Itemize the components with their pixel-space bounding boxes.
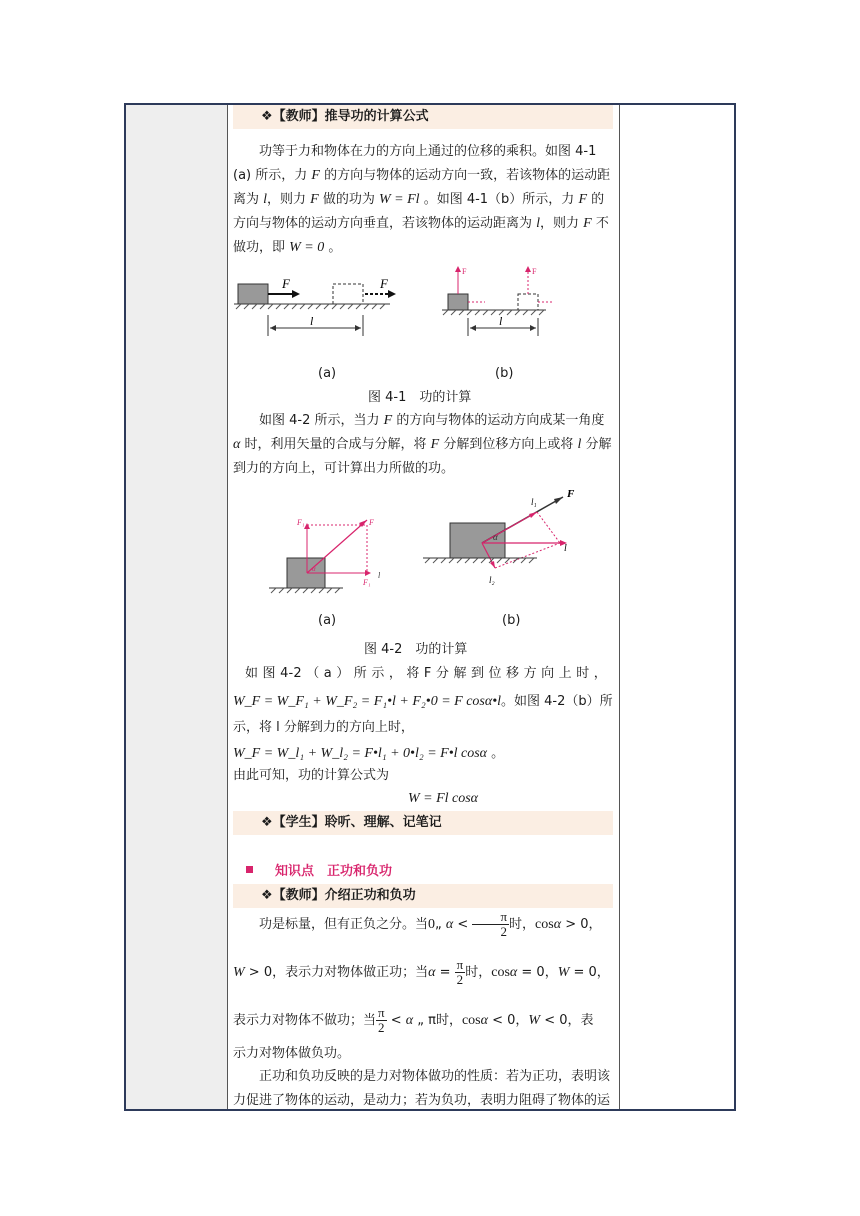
paragraph-decomposition: 如图 4-2 所示，当力 F 的方向与物体的运动方向成某一角度 α 时，利用矢量的合成与分解，将 F 分解到位移方向上或将 l 分解到力的方向上，可计算出力所做的功。 xyxy=(233,413,612,476)
paragraph-3-line4: W_F = W_l₁ + W_l₂ = F•l₁ + 0•l₂ = F•l cosα 。 xyxy=(233,746,505,761)
fig42-alpha-a: α xyxy=(312,565,316,573)
student-heading: ❖【学生】聆听、理解、记笔记 xyxy=(233,811,613,835)
equation-3: W = Fl cosα xyxy=(407,791,479,806)
paragraph-3-cont: 。如图 4-2（b）所 xyxy=(501,694,613,709)
fig42-label-a: (a) xyxy=(318,613,337,628)
fig42-label-F1top: F₁ xyxy=(297,518,305,527)
fig41-label-l1: l xyxy=(310,314,314,328)
fig42-label-l-a: l xyxy=(378,571,381,580)
fig42-label-F-a: F xyxy=(369,518,374,527)
paragraph-4-line1: 功是标量，但有正负之分。当0„ α < $\frac{\pi}{2}$ 时，cosα > 0， xyxy=(259,909,602,939)
fig41-label-l2: l xyxy=(499,314,503,328)
fig42-label-F-b: F xyxy=(567,488,575,500)
square-bullet-icon xyxy=(246,866,253,873)
right-column xyxy=(619,105,734,1109)
fig41-label-a: (a) xyxy=(318,366,337,381)
fig41-label-F2: F xyxy=(380,276,388,291)
fig41-caption: 图 4-1 功的计算 xyxy=(368,390,472,405)
fig42-label-b: (b) xyxy=(502,613,521,628)
figure-4-1 xyxy=(230,262,610,342)
equation-1: W_F = W_F₁ + W_F₂ = F₁•l + F₂•0 = F cosα•l xyxy=(233,694,501,709)
left-column xyxy=(126,105,228,1109)
equation-2: W_F = W_l₁ + W_l₂ = F•l₁ + 0•l₂ = F•l cosα xyxy=(233,746,488,761)
paragraph-3-line1: 如 图 4-2 （ a ） 所 示 ， 将 F 分 解 到 位 移 方 向 上 时 ， xyxy=(245,666,607,681)
fig42-caption: 图 4-2 功的计算 xyxy=(364,642,468,657)
paragraph-4-line4: 示力对物体做负功。 xyxy=(233,1046,351,1061)
teacher-heading-positive-negative: ❖【教师】介绍正功和负功 xyxy=(233,884,613,908)
paragraph-work-definition: 功等于力和物体在力的方向上通过的位移的乘积。如图 4-1 (a) 所示，力 F 的方向与物体的运动方向一致，若该物体的运动距离为 l，则力 F 做的功为 W = Fl 。如图 4-1（b）所示，力 F 的方向与物体的运动方向垂直，若该物体的运动距离为 l，则力 F 不做功，即 W = 0 。 xyxy=(233,144,611,255)
teacher-heading-derive: ❖【教师】推导功的计算公式 xyxy=(233,105,613,129)
fig41-label-Fb2: F xyxy=(532,267,537,276)
paragraph-3-line2 xyxy=(233,690,613,714)
fig41-label-b: (b) xyxy=(495,366,514,381)
fig42-label-l-b: l xyxy=(564,543,567,554)
knowledge-point-heading: 知识点 正功和负功 xyxy=(246,860,392,879)
fig41-label-Fb1: F xyxy=(462,267,467,276)
paragraph-3-line3: 示，将 l 分解到力的方向上时， xyxy=(233,720,414,735)
fig42-label-l1: l₁ xyxy=(531,497,537,507)
fig42-alpha-b: α xyxy=(493,532,498,542)
paragraph-4-line2: W > 0，表示力对物体做正功；当α = $\frac{\pi}{2}$ 时，cosα = 0，W = 0， xyxy=(233,957,610,987)
paragraph-4-line3: 表示力对物体不做功；当 $\frac{\pi}{2}$ < α „ π时，cosα < 0，W < 0，表 xyxy=(233,1005,594,1035)
paragraph-5: 正功和负功反映的是力对物体做功的性质：若为正功，表明该力促进了物体的运动，是动力；若为负功，表明力阻碍了物体的运 xyxy=(233,1069,611,1108)
fig42-label-l2: l₂ xyxy=(489,575,495,585)
fig42-label-F1: F₁ xyxy=(363,578,371,587)
paragraph-3-line5: 由此可知，功的计算公式为 xyxy=(233,768,390,783)
figure-4-2 xyxy=(265,485,595,595)
fig41-label-F1: F xyxy=(282,276,290,291)
